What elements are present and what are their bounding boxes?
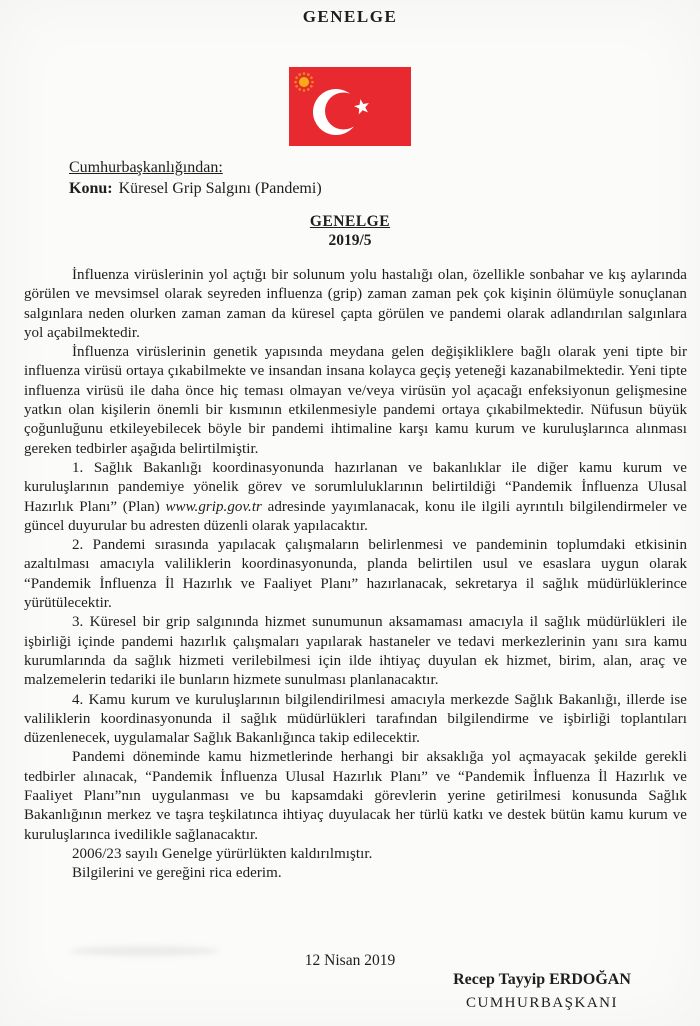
turkish-presidential-flag-icon	[289, 67, 411, 146]
date-line: 12 Nisan 2019	[304, 952, 396, 969]
issuing-authority: Cumhurbaşkanlığından:	[69, 159, 223, 176]
subject-label: Konu:	[69, 180, 113, 197]
paragraph-intro-1: İnfluenza virüslerinin yol açtığı bir solunum yolu hastalığı olan, özellikle sonbahar ve kış aylarında görülen ve mevsimsel olarak seyreden influenza (grip) zaman zaman pek çok kişinin ölümüyle sonuçlanan salgınlara neden olurken zaman zaman da küresel çapta görülen ve pandemi olarak adlandırılan salgınlara yol açabilmektedir.	[24, 267, 687, 341]
signature-block	[428, 971, 656, 1012]
header-block	[69, 159, 529, 198]
paragraph-item-3: 3. Küresel bir grip salgınında hizmet sunumunun aksamaması amacıyla il sağlık müdürlükleri ile işbirliği içinde pandemi hazırlık çalışmaları yapılarak hastaneler ve tedavi merkezlerinin yanı sıra kamu kurumlarında da sağlık hizmeti verilebilmesi için ilde ihtiyaç duyulan ek hizmet, birim, alan, araç ve malzemelerin tedariki ile bunların hizmete sunulması planlanacaktır.	[24, 614, 687, 689]
item1-text-before: 1. Sağlık Bakanlığı koordinasyonunda hazırlanan ve bakanlıklar ile diğer kamu kurum ve kuruluşlarının pandemiye yönelik görev ve sorumluluklarının belirtildiği “Pandemik İnfluenza Ulusal Hazırlık Planı” (Plan)	[24, 459, 687, 515]
body-text	[24, 266, 687, 884]
closing-line: Bilgilerini ve gereğini rica ederim.	[72, 865, 282, 882]
subject-line	[69, 180, 529, 198]
repeal-line: 2006/23 sayılı Genelge yürürlükten kaldırılmıştır.	[72, 845, 373, 862]
sun-core	[299, 77, 309, 87]
paragraph-closing-measures: Pandemi döneminde kamu hizmetlerinde herhangi bir aksaklığa yol açmayacak şekilde gerekli tedbirler alınacak, “Pandemik İnfluenza Ulusal Hazırlık Planı” ve “Pandemik İnfluenza İl Hazırlık ve Faaliyet Planı”nın uygulanması ve bu kapsamdaki görevlerin yerine getirilmesi konusunda Sağlık Bakanlığının merkez ve taşra teşkilatınca ihtiyaç duyulacak her türlü katkı ve destek bütün kamu kurum ve kuruluşlarınca ivedilikle sağlanacaktır.	[24, 749, 687, 843]
signatory-name: Recep Tayyip ERDOĞAN	[453, 971, 631, 988]
paragraph-item-4: 4. Kamu kurum ve kuruluşlarının bilgilendirilmesi amacıyla merkezde Sağlık Bakanlığı, illerde ise valiliklerin koordinasyonunda il sağlık müdürlükleri tarafından bilgilendirme ve işbirliği toplantıları düzenlenecek, uygulamalar Sağlık Bakanlığınca takip edilecektir.	[24, 691, 687, 747]
paragraph-item-1	[24, 459, 687, 536]
circular-number: 2019/5	[328, 232, 372, 249]
paragraph-intro-2: İnfluenza virüslerinin genetik yapısında meydana gelen değişikliklere bağlı olarak yeni tipte bir influenza virüsü ortaya çıkabilmekte ve insandan insana kolayca geçiş yeteneği kazanabilmektedir. Yeni tipte influenza virüsü ile daha önce hiç teması olmayan ve/veya virüsün yol açacağı enfeksiyonun gelişmesine yatkın olan kişilerin önemli bir kısmının etkilenmesiyle pandemi ortaya çıkabilmektedir. Nüfusun büyük çoğunluğunu etkileyebilecek böyle bir pandemi ihtimaline karşı kamu kurum ve kuruluşlarınca alınması gereken tedbirler aşağıda belirtilmiştir.	[24, 344, 687, 457]
paragraph-item-2: 2. Pandemi sırasında yapılacak çalışmaların belirlenmesi ve pandeminin toplumdaki etkisinin azaltılması amacıyla valiliklerin koordinasyonunda, planda belirtilen usul ve esaslara uygun olarak “Pandemik İnfluenza İl Hazırlık ve Faaliyet Planı” hazırlanacak, sekretarya il sağlık müdürlüklerince yürütülecektir.	[24, 537, 687, 612]
item1-url: www.grip.gov.tr	[165, 498, 262, 515]
document-title: GENELGE	[302, 7, 398, 26]
crescent-inner	[325, 93, 362, 130]
circular-heading: GENELGE	[309, 213, 391, 230]
subject-text: Küresel Grip Salgını (Pandemi)	[118, 180, 322, 197]
signatory-title: CUMHURBAŞKANI	[465, 995, 619, 1011]
item1-text-after: adresinde yayımlanacak, konu ile ilgili ayrıntılı bilgilendirmeler ve güncel duyurular bu adresten düzenli olarak yapılacaktır.	[24, 498, 687, 534]
